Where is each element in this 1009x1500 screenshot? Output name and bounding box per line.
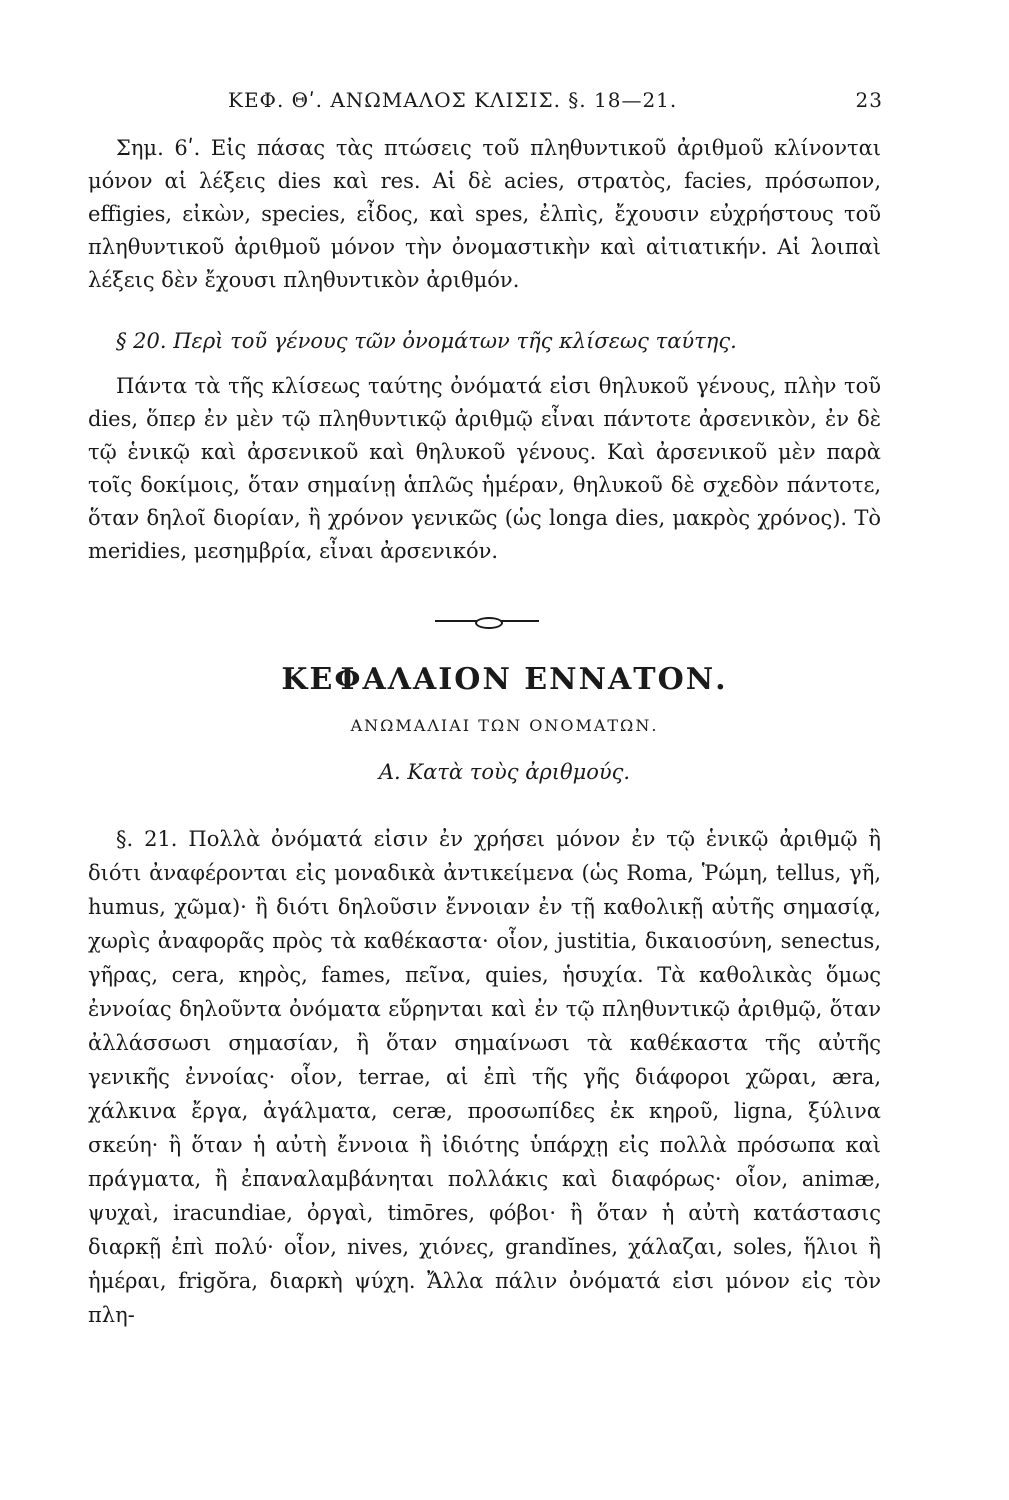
note-6-text: Σημ. 6ʹ. Εἰς πάσας τὰς πτώσεις τοῦ πληθυντικοῦ ἀριθμοῦ κλίνονται μόνον αἱ λέξεις dies καὶ res. Αἱ δὲ acies, στρατὸς, facies, πρόσωπον, effigies, εἰκὼν, species, εἶδος, καὶ spes, ἐλπὶς, ἔχουσιν εὐχρήστους τοῦ πληθυντικοῦ ἀριθμοῦ μόνον τὴν ὀνομαστικὴν καὶ αἰτιατικήν. Αἱ λοιπαὶ λέξεις δὲν ἔχουσι πληθυντικὸν ἀριθμόν.: [88, 136, 881, 292]
page-number: 23: [855, 88, 883, 112]
section-20-body: [88, 370, 881, 595]
section-21-body: [88, 822, 881, 1422]
section-21-text: §. 21. Πολλὰ ὀνόματά εἰσιν ἐν χρήσει μόνον ἐν τῷ ἑνικῷ ἀριθμῷ ἢ διότι ἀναφέρονται εἰς μοναδικὰ ἀντικείμενα (ὡς Roma, Ῥώμη, tellus, γῆ, humus, χῶμα)· ἢ διότι δηλοῦσιν ἔννοιαν ἐν τῇ καθολικῇ αὐτῆς σημασίᾳ, χωρὶς ἀναφορᾶς πρὸς τὰ καθέκαστα· οἷον, justitia, δικαιοσύνη, senectus, γῆρας, cera, κηρὸς, fames, πεῖνα, quies, ἡσυχία. Τὰ καθολικὰς ὅμως ἐννοίας δηλοῦντα ὀνόματα εὕρηνται καὶ ἐν τῷ πληθυντικῷ ἀριθμῷ, ὅταν ἀλλάσσωσι σημασίαν, ἢ ὅταν σημαίνωσι τὰ καθέκαστα τῆς αὐτῆς γενικῆς ἐννοίας· οἷον, terrae, αἱ ἐπὶ τῆς γῆς διάφοροι χῶραι, æra, χάλκινα ἔργα, ἀγάλματα, ceræ, προσωπίδες ἐκ κηροῦ, ligna, ξύλινα σκεύη· ἢ ὅταν ἡ αὐτὴ ἔννοια ἢ ἰδιότης ὑπάρχῃ εἰς πολλὰ πρόσωπα καὶ πράγματα, ἢ ἐπαναλαμβάνηται πολλάκις καὶ διαφόρως· οἷον, animæ, ψυχαὶ, iracundiae, ὀργαὶ, timōres, φόβοι· ἢ ὅταν ἡ αὐτὴ κατάστασις διαρκῇ ἐπὶ πολύ· οἷον, nives, χιόνες, grandĭnes, χάλαζαι, soles, ἥλιοι ἢ ἡμέραι, frigŏra, διαρκὴ ψύχη. Ἄλλα πάλιν ὀνόματά εἰσι μόνον εἰς τὸν πλη-: [88, 827, 881, 1327]
section-a-heading: Α. Κατὰ τοὺς ἀριθμούς.: [378, 760, 631, 784]
running-header: [228, 88, 883, 112]
running-title: ΚΕΦ. Θʹ. ΑΝΩΜΑΛΟΣ ΚΛΙΣΙΣ. §. 18—21.: [228, 88, 678, 112]
chapter-subtitle: ΑΝΩΜΑΛΙΑΙ ΤΩΝ ΟΝΟΜΑΤΩΝ.: [350, 716, 659, 735]
section-20-heading-text: § 20. Περὶ τοῦ γένους τῶν ὀνομάτων τῆς κλίσεως ταύτης.: [116, 329, 737, 353]
ornamental-rule: [435, 620, 539, 622]
section-20-text: Πάντα τὰ τῆς κλίσεως ταύτης ὀνόματά εἰσι θηλυκοῦ γένους, πλὴν τοῦ dies, ὅπερ ἐν μὲν τῷ πληθυντικῷ ἀριθμῷ εἶναι πάντοτε ἀρσενικὸν, ἐν δὲ τῷ ἑνικῷ καὶ ἀρσενικοῦ καὶ θηλυκοῦ γένους. Καὶ ἀρσενικοῦ μὲν παρὰ τοῖς δοκίμοις, ὅταν σημαίνῃ ἁπλῶς ἡμέραν, θηλυκοῦ δὲ σχεδὸν πάντοτε, ὅταν δηλοῖ διορίαν, ἢ χρόνον γενικῶς (ὡς longa dies, μακρὸς χρόνος). Τὸ meridies, μεσημβρία, εἶναι ἀρσενικόν.: [88, 374, 881, 563]
note-6: [88, 132, 881, 322]
section-20-heading: [88, 325, 881, 358]
chapter-title: ΚΕΦΑΛΑΙΟΝ ΕΝΝΑΤΟΝ.: [281, 662, 728, 697]
